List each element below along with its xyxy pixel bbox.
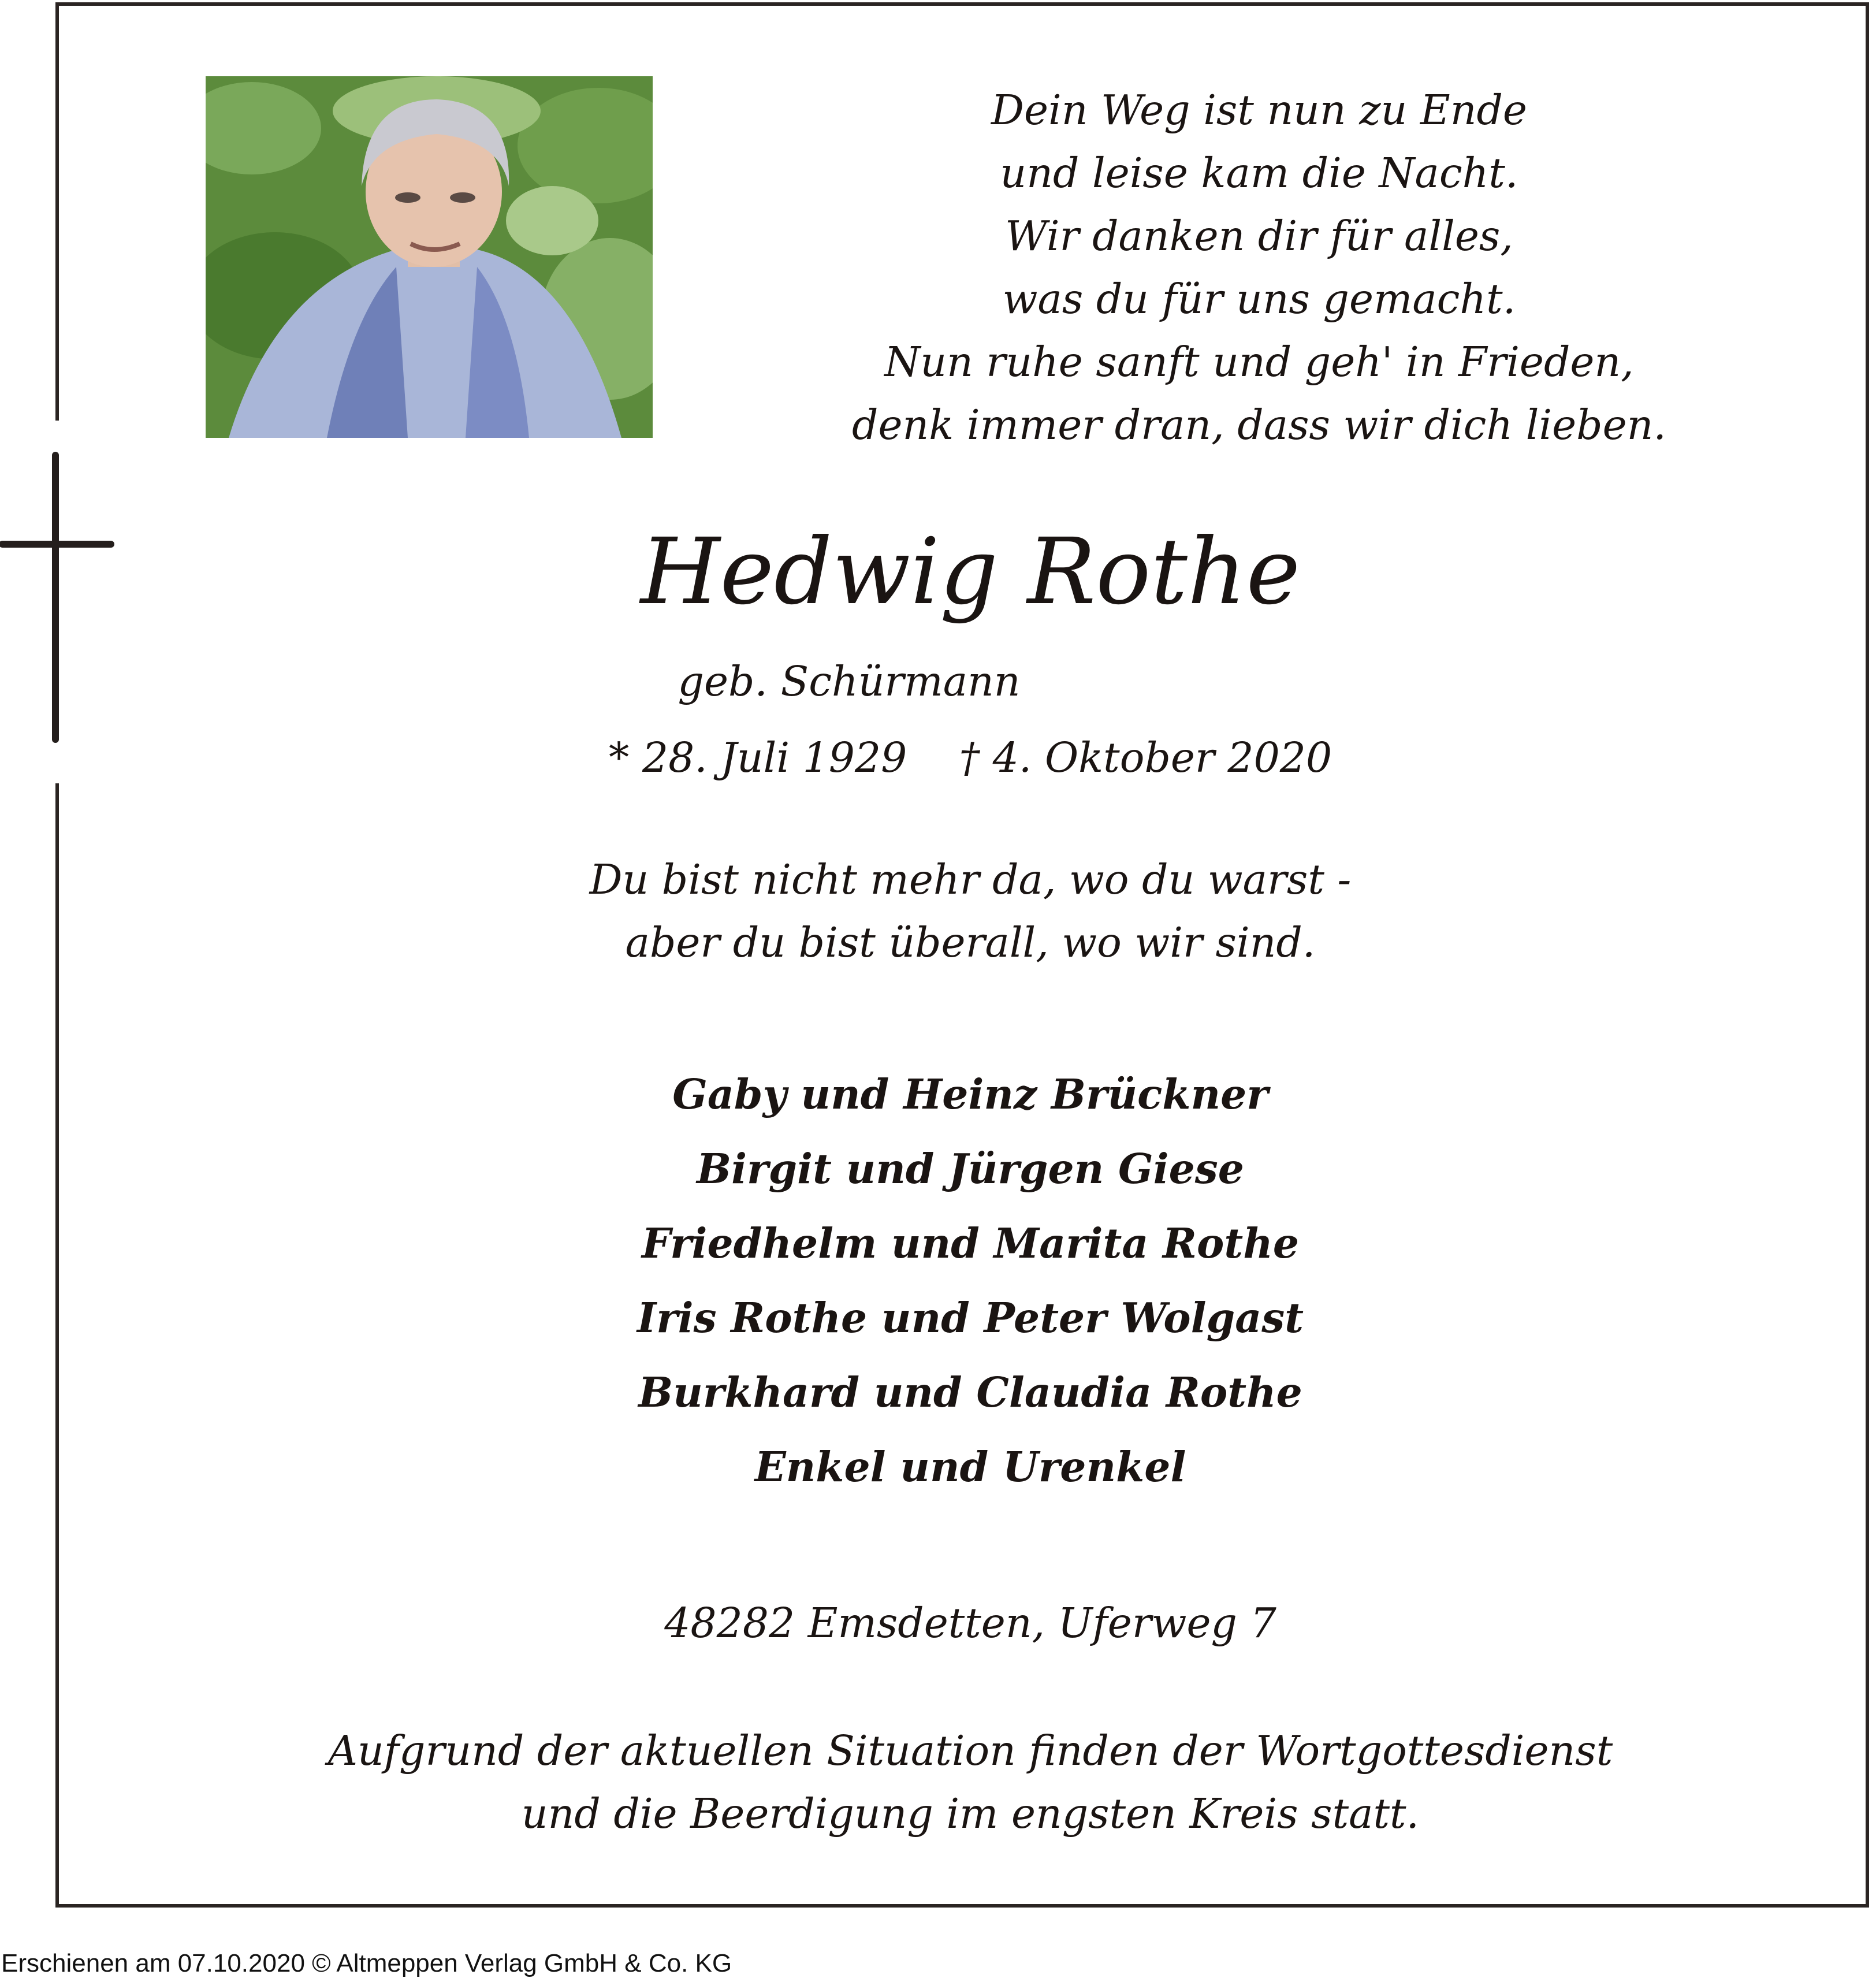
mourner-entry: Friedhelm und Marita Rothe [641, 1219, 1299, 1267]
poem-line: Nun ruhe sanft und geh' in Frieden, [884, 338, 1634, 386]
poem-line: Dein Weg ist nun zu Ende [991, 86, 1527, 134]
funeral-note-line: und die Beerdigung im engsten Kreis statt. [521, 1790, 1420, 1838]
deceased-name: Hedwig Rothe [640, 519, 1301, 625]
cross-icon [0, 445, 116, 745]
mourner-entry: Iris Rothe und Peter Wolgast [637, 1293, 1304, 1342]
quote-line: aber du bist überall, wo wir sind. [625, 919, 1316, 966]
mourners-list [508, 1057, 1432, 1504]
mourner-entry: Gaby und Heinz Brückner [672, 1070, 1268, 1118]
poem [797, 79, 1721, 456]
quote [508, 848, 1432, 974]
poem-line: und leise kam die Nacht. [1000, 149, 1518, 197]
life-dates: * 28. Juli 1929 † 4. Oktober 2020 [608, 734, 1332, 782]
poem-line: denk immer dran, dass wir dich lieben. [852, 401, 1666, 449]
poem-line: Wir danken dir für alles, [1005, 212, 1513, 260]
born-name: geb. Schürmann [678, 657, 1021, 705]
address: 48282 Emsdetten, Uferweg 7 [664, 1599, 1276, 1647]
mourner-entry: Birgit und Jürgen Giese [697, 1144, 1244, 1193]
quote-line: Du bist nicht mehr da, wo du warst - [589, 856, 1352, 904]
publication-footer: Erschienen am 07.10.2020 © Altmeppen Verlag GmbH & Co. KG [1, 1949, 732, 1977]
portrait-photo [206, 76, 653, 438]
mourner-entry: Burkhard und Claudia Rothe [638, 1368, 1302, 1416]
funeral-note-line: Aufgrund der aktuellen Situation finden der Wortgottesdienst [327, 1727, 1613, 1775]
mourner-entry: Enkel und Urenkel [754, 1442, 1186, 1491]
poem-line: was du für uns gemacht. [1002, 275, 1516, 323]
funeral-note [219, 1719, 1721, 1845]
